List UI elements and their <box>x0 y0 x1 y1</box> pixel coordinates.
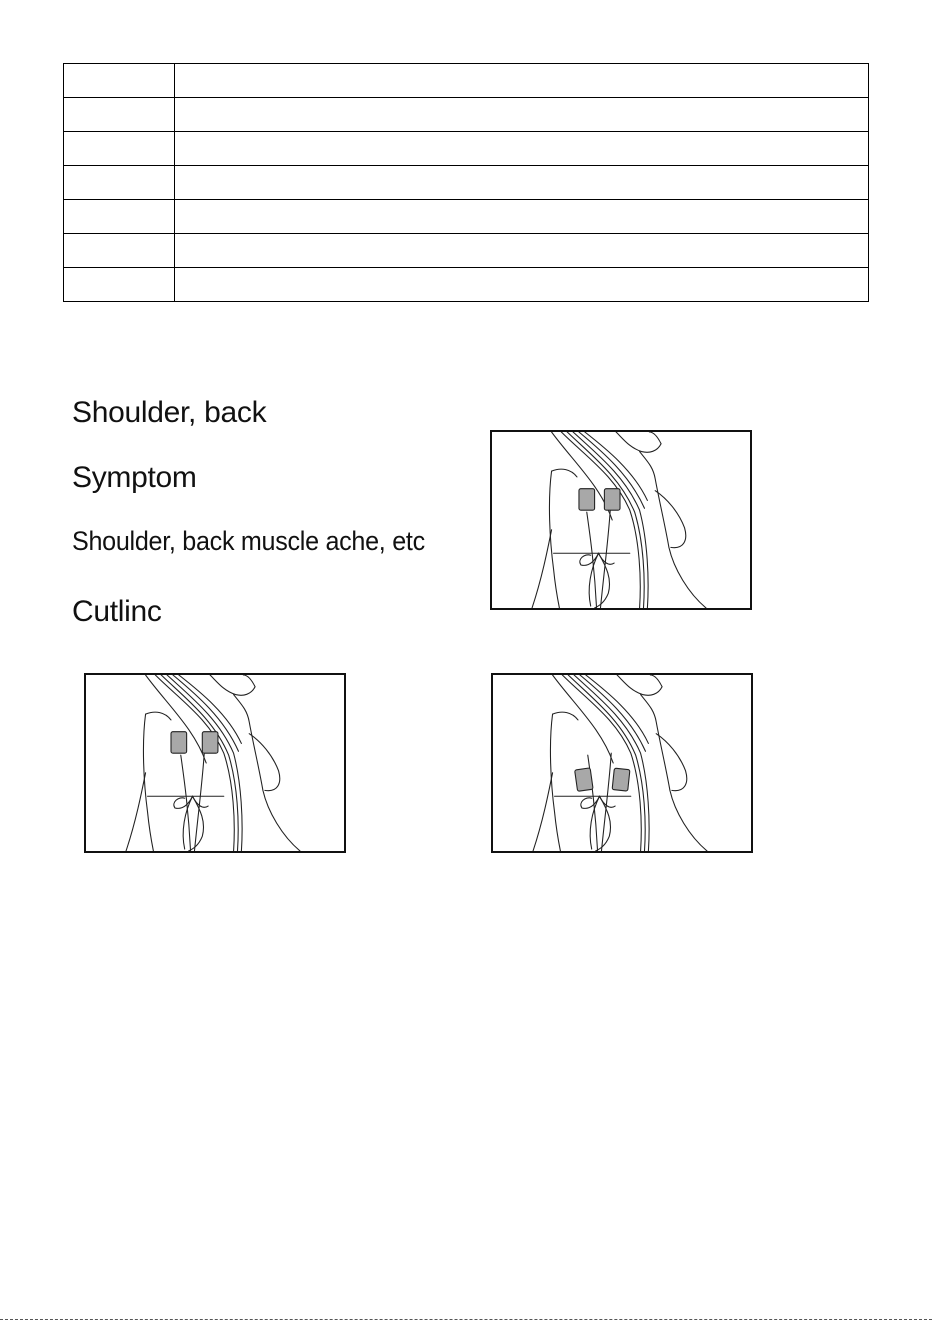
symptom-heading: Symptom <box>72 461 197 494</box>
table-cell <box>64 98 175 132</box>
table-cell <box>175 132 869 166</box>
back-illustration-svg <box>493 675 751 851</box>
table-cell <box>175 234 869 268</box>
section-title: Shoulder, back <box>72 396 267 429</box>
table-cell <box>64 64 175 98</box>
page-bottom-rule <box>0 1319 932 1320</box>
electrode-pads <box>575 768 630 791</box>
illustration-lower-back-placement <box>491 673 753 853</box>
table-cell <box>175 166 869 200</box>
table-row <box>64 166 869 200</box>
table-cell <box>64 166 175 200</box>
illustration-shoulder-placement <box>490 430 752 610</box>
table-cell <box>175 268 869 302</box>
table-cell <box>64 234 175 268</box>
table-cell <box>64 268 175 302</box>
back-illustration-svg <box>86 675 344 851</box>
table-row <box>64 234 869 268</box>
table-cell <box>175 200 869 234</box>
empty-table <box>63 63 869 302</box>
table-row <box>64 132 869 166</box>
table-row <box>64 268 869 302</box>
table-row <box>64 64 869 98</box>
illustration-shoulder-placement-left <box>84 673 346 853</box>
table-row <box>64 200 869 234</box>
table-cell <box>175 64 869 98</box>
table-cell <box>64 132 175 166</box>
table-cell <box>175 98 869 132</box>
table-row <box>64 98 869 132</box>
back-illustration-svg <box>492 432 750 608</box>
electrode-pads <box>579 489 620 511</box>
symptom-description: Shoulder, back muscle ache, etc <box>72 526 425 556</box>
cutline-heading: Cutlinc <box>72 595 162 628</box>
table-cell <box>64 200 175 234</box>
electrode-pads <box>171 732 218 754</box>
